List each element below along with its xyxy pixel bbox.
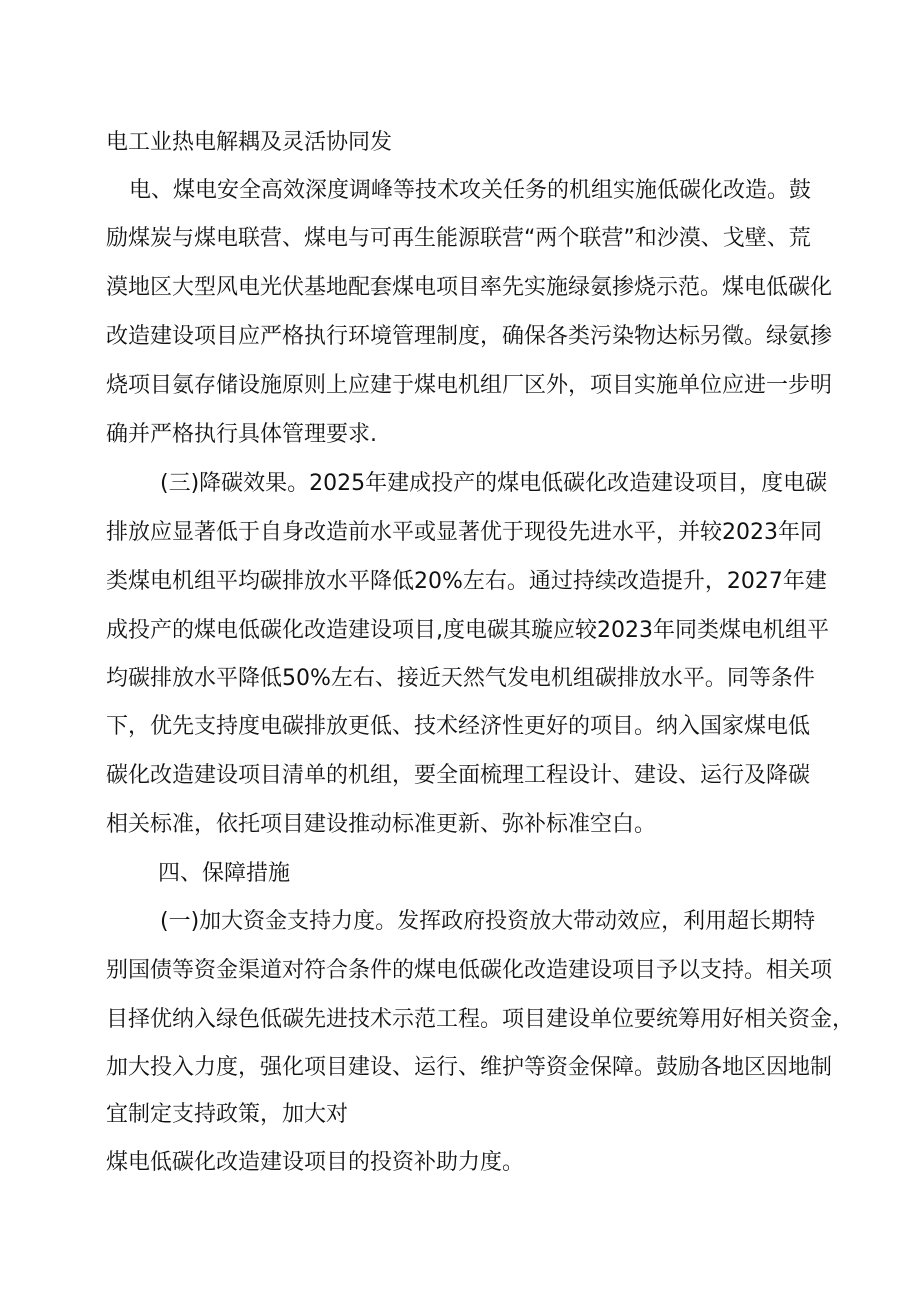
text-line: 煤电低碳化改造建设项目的投资补助力度。 [106,1150,525,1175]
text-line: 下，优先支持度电碳排放更低、技术经济性更好的项目。纳入国家煤电低 [106,714,811,739]
text-line: 电工业热电解耦及灵活协同发 [106,130,393,155]
text-line: 加大投入力度，强化项目建设、运行、维护等资金保障。鼓励各地区因地制 [106,1055,833,1080]
text-line: 漠地区大型风电光伏基地配套煤电项目率先实施绿氨掺烧示范。煤电低碳化 [106,275,833,300]
text-line: 碳化改造建设项目清单的机组，要全面梳理工程设计、建设、运行及降碳 [106,763,811,788]
text-line: 改造建设项目应严格执行环境管理制度，确保各类污染物达标另徵。绿氨掺 [106,324,833,349]
text-line: 相关标准，依托项目建设推动标准更新、弥补标准空白。 [106,812,657,837]
text-line: 宜制定支持政策，加大对 [106,1102,349,1127]
text-line: 排放应显著低于自身改造前水平或显著优于现役先进水平，并较2023年同 [106,520,822,545]
text-line: 均碳排放水平降低50%左右、接近天然气发电机组碳排放水平。同等条件 [106,666,815,691]
text-line: 成投产的煤电低碳化改造建设项目,度电碳其璇应较2023年同类煤电机组平 [106,618,829,643]
section-heading: 四、保障措施 [158,861,291,886]
text-line: (三)降碳效果。2025年建成投产的煤电低碳化改造建设项目，度电碳 [160,471,828,496]
text-line: 别国债等资金渠道对符合条件的煤电低碳化改造建设项目予以支持。相关项 [106,958,833,983]
text-line: 电、煤电安全高效深度调峰等技术攻关任务的机组实施低碳化改造。鼓 [129,178,812,203]
text-line: 烧项目氨存储设施原则上应建于煤电机组厂区外，项目实施单位应进一步明 [106,373,833,398]
text-line: 确并严格执行具体管理要求. [106,422,377,447]
text-line: 励煤炭与煤电联营、煤电与可再生能源联营“两个联营”和沙漠、戈壁、荒 [106,226,811,251]
text-line: (一)加大资金支持力度。发挥政府投资放大带动效应，利用超长期特 [160,909,816,934]
text-line: 类煤电机组平均碳排放水平降低20%左右。通过持续改造提升，2027年建 [106,569,827,594]
text-line: 目择优纳入绿色低碳先进技术示范工程。项目建设单位要统筹用好相关资金， [106,1007,855,1032]
